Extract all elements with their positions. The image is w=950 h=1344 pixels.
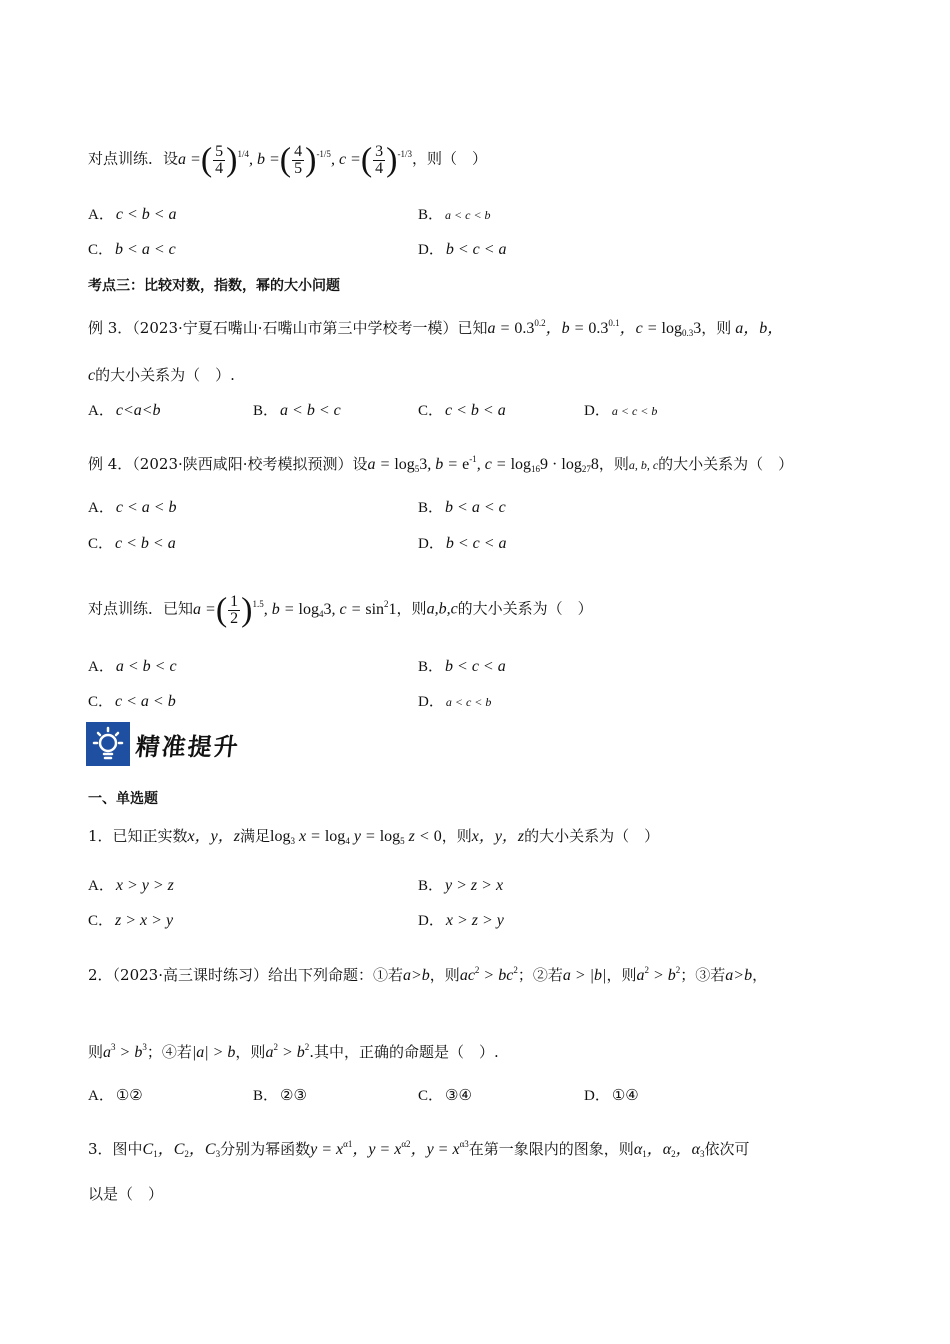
q3-stem: 3．图中$C_1$，$C_2$，$C_3$分别为幂函数$y = x^{\alpha 1}$，$y = x^{\alpha 2}$，$y = x^{\alpha 3}$在第一象限内的图象，则$\alpha_1$，$\alpha_2$，$\alpha_3$依次可 [88, 1139, 750, 1159]
example4-option-c[interactable]: C． c < b < a [88, 535, 176, 552]
q1-option-b[interactable]: B． y > z > x [418, 877, 504, 894]
training1-option-c[interactable]: C． b < a < c [88, 241, 176, 258]
training2-stem: 对点训练．已知a =( $\frac{1}{2}$ )$^{1.5}$, $b = \log_43$, $c = \sin^21$，则a,b,c的大小关系为（ ） [88, 591, 593, 628]
q1-option-d[interactable]: D． x > z > y [418, 912, 504, 929]
example4-stem: 例 4．（2023·陕西咸阳·校考模拟预测）设$a = \log_53$, $b = e^{-1}$, $c = \log_{16}9 \cdot \log_{27}8$，则a, b, c的大小关系为（ ） [88, 454, 794, 474]
training1-formula: a =( $\frac{5}{4}$ )$^{1/4}$, b =( $\frac{4}{5}$ )$^{-1/5}$, c =( $\frac{3}{4}$ )$^{-1/3}$ [178, 141, 412, 178]
training2-option-d[interactable]: D． a < c < b [418, 694, 492, 710]
example3-option-c[interactable]: C． c < b < a [418, 402, 506, 419]
training2-formula: a =( $\frac{1}{2}$ )$^{1.5}$, $b = \log_43$, $c = \sin^21$ [193, 591, 397, 628]
training2-option-b[interactable]: B． b < c < a [418, 658, 506, 675]
training2-option-c[interactable]: C． c < a < b [88, 693, 176, 710]
training1-option-b[interactable]: B． a < c < b [418, 207, 491, 223]
example3-option-d[interactable]: D． a < c < b [584, 403, 658, 419]
example4-formula: $a = \log_53$, $b = e^{-1}$, $c = \log_{16}9 \cdot \log_{27}8$ [367, 454, 599, 474]
q1-option-a[interactable]: A． x > y > z [88, 877, 174, 894]
q2-option-b[interactable]: B． ②③ [253, 1086, 307, 1104]
example3-option-b[interactable]: B． a < b < c [253, 402, 341, 419]
training1-option-d[interactable]: D． b < c < a [418, 241, 507, 258]
example3-stem: 例 3．（2023·宁夏石嘴山·石嘴山市第三中学校考一模）已知$a = 0.3^{0.2}$，$b = 0.3^{0.1}$，$c = \log_{0.3}3$，则 a，b， [88, 318, 784, 338]
part1-heading: 一、单选题 [88, 791, 158, 807]
example3-stem-line2: c的大小关系为（ ）. [88, 366, 235, 384]
q1-stem: 1．已知正实数x，y，z满足$\log_3 x = \log_4 y = \log_5 z < 0$，则x，y，z的大小关系为（ ） [88, 827, 660, 846]
q2-option-c[interactable]: C． ③④ [418, 1086, 472, 1104]
q1-option-c[interactable]: C． z > x > y [88, 912, 174, 929]
lightbulb-icon [86, 722, 130, 766]
q2-option-d[interactable]: D． ①④ [584, 1086, 639, 1104]
banner-title: 精准提升 [134, 731, 242, 761]
example3-formula: $a = 0.3^{0.2}$，$b = 0.3^{0.1}$，$c = \log_{0.3}3$ [487, 318, 702, 338]
q2-option-a[interactable]: A． ①② [88, 1086, 143, 1104]
q2-stem: 2．（2023·高三课时练习）给出下列命题：①若a>b，则$ac^2 > bc^2$；②若a > |b|，则$a^2 > b^2$；③若a>b， [88, 965, 768, 984]
example3-option-a[interactable]: A． c<a<b [88, 402, 161, 419]
training2-option-a[interactable]: A． a < b < c [88, 658, 177, 675]
example4-option-d[interactable]: D． b < c < a [418, 535, 507, 552]
example4-option-b[interactable]: B． b < a < c [418, 499, 506, 516]
training1-stem: 对点训练．设a =( $\frac{5}{4}$ )$^{1/4}$, b =( $\frac{4}{5}$ )$^{-1/5}$, c =( $\frac{3}{4}$ )$^{-1/3}$，则（ ） [88, 141, 488, 178]
example4-option-a[interactable]: A． c < a < b [88, 499, 177, 516]
q3-stem-line2: 以是（ ） [88, 1185, 164, 1203]
section3-heading: 考点三：比较对数，指数，幂的大小问题 [88, 278, 340, 294]
section-banner [86, 722, 240, 766]
training1-option-a[interactable]: A． c < b < a [88, 206, 177, 223]
q1-formula: $\log_3 x = \log_4 y = \log_5 z < 0$ [270, 828, 442, 846]
q2-stem-line2: 则$a^3 > b^3$；④若|a| > b，则$a^2 > b^2$.其中，正确的命题是（ ）. [88, 1042, 499, 1061]
